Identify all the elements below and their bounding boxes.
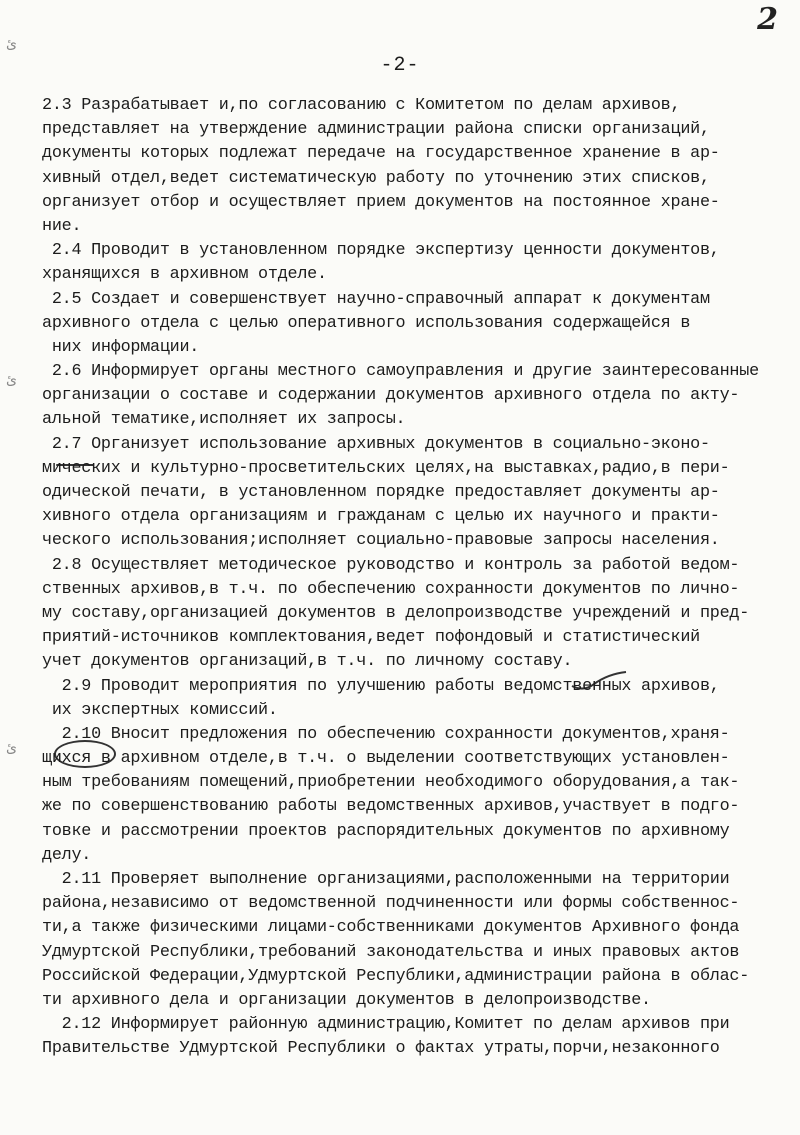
text-line: района,независимо от ведомственной подчиненности или формы собственнос-	[42, 894, 740, 914]
handwritten-sheet-number: 2	[757, 2, 778, 37]
text-line: хранящихся в архивном отделе.	[42, 265, 327, 285]
text-line: 2.9 Проводит мероприятия по улучшению работы ведомственных архивов,	[42, 676, 720, 696]
margin-punch-mark: ئ	[6, 372, 17, 388]
text-line: архивного отдела с целью оперативного использования содержащейся в	[42, 313, 691, 333]
text-line: ти,а также физическими лицами-собственниками документов Архивного фонда	[42, 918, 740, 938]
text-line: приятий-источников комплектования,ведет пофондовый и статистический	[42, 628, 700, 648]
text-line: мических и культурно-просветительских целях,на выставках,радио,в пери-	[42, 458, 730, 478]
text-line: 2.12 Информирует районную администрацию,Комитет по делам архивов при	[42, 1015, 730, 1035]
text-line: ние.	[42, 216, 82, 236]
text-line: 2.11 Проверяет выполнение организациями,расположенными на территории	[42, 870, 730, 889]
text-line: товке и рассмотрении проектов распорядительных документов по архивному	[42, 821, 730, 841]
text-line: хивного отдела организациям и гражданам с целью их научного и практи-	[42, 507, 720, 527]
text-line: 2.6 Информирует органы местного самоуправления и другие заинтересованные	[42, 362, 759, 382]
text-line: 2.4 Проводит в установленном порядке экспертизу ценности документов,	[42, 241, 720, 261]
text-line: ным требованиям помещений,приобретении необходимого оборудования,а так-	[42, 773, 740, 793]
text-line: учет документов организаций,в т.ч. по личному составу.	[42, 652, 573, 672]
text-line: 2.3 Разрабатывает и,по согласованию с Комитетом по делам архивов,	[42, 96, 681, 115]
text-line: делу.	[42, 845, 92, 865]
text-line: ческого использования;исполняет социально-правовые запросы населения.	[42, 531, 720, 551]
text-line: Удмуртской Республики,требований законодательства и иных правовых актов	[42, 942, 740, 962]
text-line: 2.7 Организует использование архивных документов в социально-эконо-	[42, 434, 710, 454]
margin-punch-mark: ئ	[6, 36, 17, 52]
text-line: ственных архивов,в т.ч. по обеспечению сохранности документов по лично-	[42, 579, 740, 599]
page-number: -2-	[380, 54, 420, 77]
text-line: представляет на утверждение администрации района списки организаций,	[42, 120, 710, 140]
text-line: 2.5 Создает и совершенствует научно-справочный аппарат к документам	[42, 289, 710, 309]
text-line: Российской Федерации,Удмуртской Республики,администрации района в облас-	[42, 966, 750, 986]
text-line: документы которых подлежат передаче на государственное хранение в ар-	[42, 144, 720, 164]
text-line: 2.8 Осуществляет методическое руководство и контроль за работой ведом-	[42, 555, 740, 575]
text-line: их экспертных комиссий.	[42, 700, 278, 720]
text-line: организует отбор и осуществляет прием документов на постоянное хране-	[42, 192, 720, 212]
margin-punch-mark: ئ	[6, 740, 17, 756]
text-line: организации о составе и содержании документов архивного отдела по акту-	[42, 386, 740, 406]
text-line: хивный отдел,ведет систематическую работу по уточнению этих списков,	[42, 168, 710, 188]
text-line: них информации.	[42, 337, 200, 357]
text-line: альной тематике,исполняет их запросы.	[42, 410, 406, 430]
text-line: Правительстве Удмуртской Республики о фактах утраты,порчи,незаконного	[42, 1039, 720, 1059]
text-line: ти архивного дела и организации документов в делопроизводстве.	[42, 990, 651, 1010]
text-line: же по совершенствованию работы ведомственных архивов,участвует в подго-	[42, 797, 740, 817]
text-line: одической печати, в установленном порядке предоставляет документы ар-	[42, 483, 720, 502]
document-body	[42, 94, 772, 1062]
text-line: му составу,организацией документов в делопроизводстве учреждений и пред-	[42, 603, 750, 623]
text-line: 2.10 Вносит предложения по обеспечению сохранности документов,храня-	[42, 724, 730, 744]
text-line: щихся в архивном отделе,в т.ч. о выделении соответствующих установлен-	[42, 749, 730, 769]
